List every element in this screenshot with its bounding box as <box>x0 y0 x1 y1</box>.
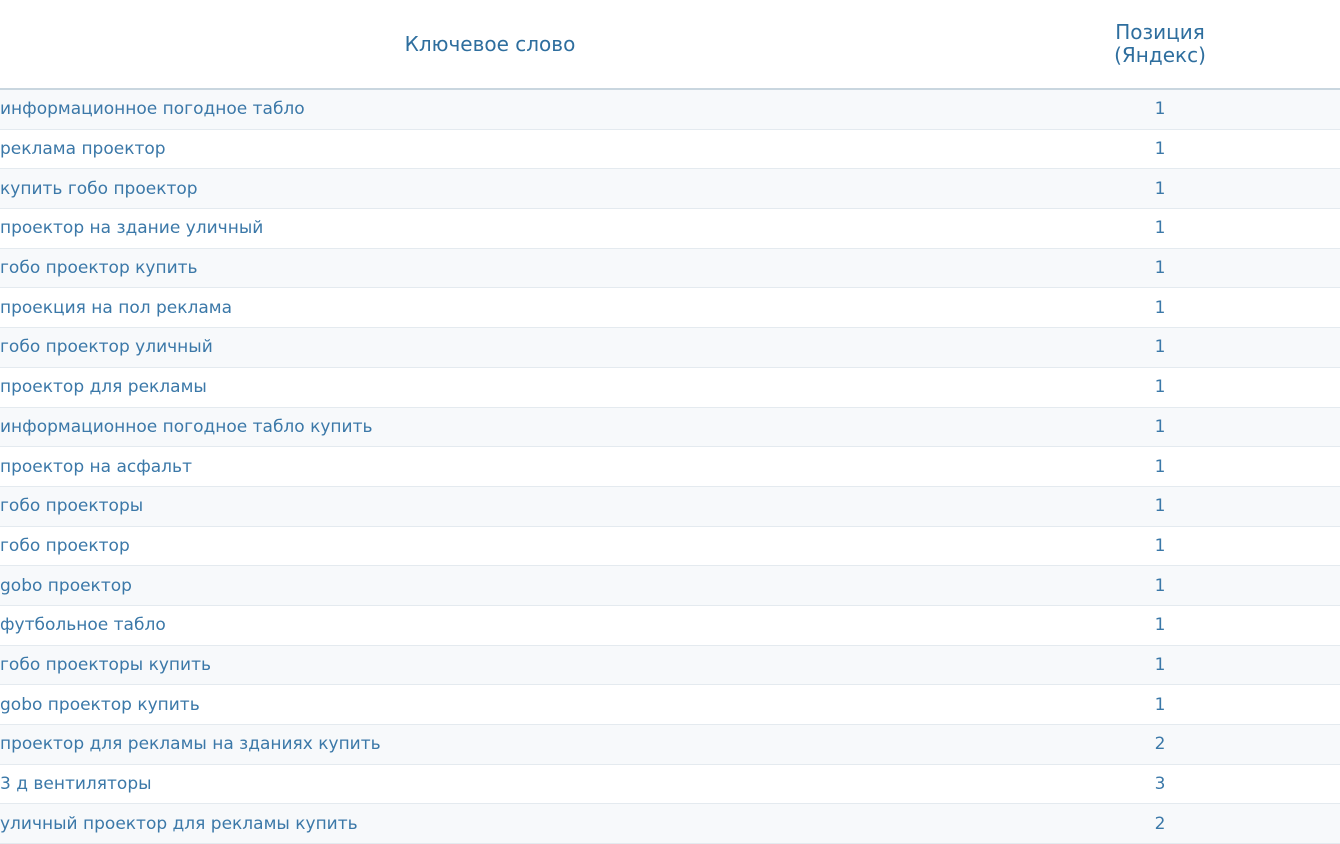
cell-position: 1 <box>980 248 1340 288</box>
cell-keyword: проектор для рекламы <box>0 367 980 407</box>
cell-keyword: проектор на здание уличный <box>0 209 980 249</box>
cell-position: 2 <box>980 804 1340 844</box>
cell-position: 1 <box>980 407 1340 447</box>
cell-keyword: гобо проектор уличный <box>0 328 980 368</box>
table-row <box>0 288 1340 328</box>
table-row <box>0 685 1340 725</box>
table-row <box>0 605 1340 645</box>
table-header-row <box>0 0 1340 89</box>
cell-keyword: гобо проектор купить <box>0 248 980 288</box>
cell-keyword: купить гобо проектор <box>0 169 980 209</box>
cell-position: 1 <box>980 566 1340 606</box>
cell-position: 3 <box>980 764 1340 804</box>
column-header-keyword: Ключевое слово <box>0 0 980 89</box>
cell-position: 1 <box>980 89 1340 129</box>
column-header-position-line2: (Яндекс) <box>1114 43 1206 67</box>
table-header <box>0 0 1340 89</box>
table-row <box>0 169 1340 209</box>
cell-keyword: футбольное табло <box>0 605 980 645</box>
cell-position: 1 <box>980 209 1340 249</box>
cell-keyword: гобо проекторы купить <box>0 645 980 685</box>
cell-keyword: гобо проектор <box>0 526 980 566</box>
cell-position: 1 <box>980 685 1340 725</box>
column-header-position <box>980 0 1340 89</box>
cell-keyword: реклама проектор <box>0 129 980 169</box>
table-row <box>0 566 1340 606</box>
cell-position: 1 <box>980 169 1340 209</box>
table-row <box>0 328 1340 368</box>
table-row <box>0 486 1340 526</box>
cell-position: 1 <box>980 367 1340 407</box>
table-row <box>0 725 1340 765</box>
cell-position: 1 <box>980 288 1340 328</box>
table-row <box>0 526 1340 566</box>
cell-position: 1 <box>980 328 1340 368</box>
cell-position: 1 <box>980 129 1340 169</box>
table-row <box>0 764 1340 804</box>
table-row <box>0 209 1340 249</box>
table-body <box>0 89 1340 844</box>
column-header-position-line1: Позиция <box>1115 20 1205 44</box>
cell-position: 1 <box>980 486 1340 526</box>
cell-keyword: информационное погодное табло купить <box>0 407 980 447</box>
table-row <box>0 447 1340 487</box>
cell-keyword: проектор для рекламы на зданиях купить <box>0 725 980 765</box>
cell-position: 1 <box>980 645 1340 685</box>
cell-keyword: 3 д вентиляторы <box>0 764 980 804</box>
table-row <box>0 407 1340 447</box>
table-row <box>0 367 1340 407</box>
table-row <box>0 89 1340 129</box>
cell-keyword: уличный проектор для рекламы купить <box>0 804 980 844</box>
cell-keyword: gobo проектор <box>0 566 980 606</box>
table-row <box>0 645 1340 685</box>
table-row <box>0 129 1340 169</box>
cell-position: 1 <box>980 526 1340 566</box>
cell-position: 2 <box>980 725 1340 765</box>
cell-position: 1 <box>980 447 1340 487</box>
cell-keyword: gobo проектор купить <box>0 685 980 725</box>
cell-keyword: гобо проекторы <box>0 486 980 526</box>
table-row <box>0 248 1340 288</box>
table-row <box>0 804 1340 844</box>
cell-keyword: проектор на асфальт <box>0 447 980 487</box>
cell-keyword: информационное погодное табло <box>0 89 980 129</box>
cell-keyword: проекция на пол реклама <box>0 288 980 328</box>
cell-position: 1 <box>980 605 1340 645</box>
